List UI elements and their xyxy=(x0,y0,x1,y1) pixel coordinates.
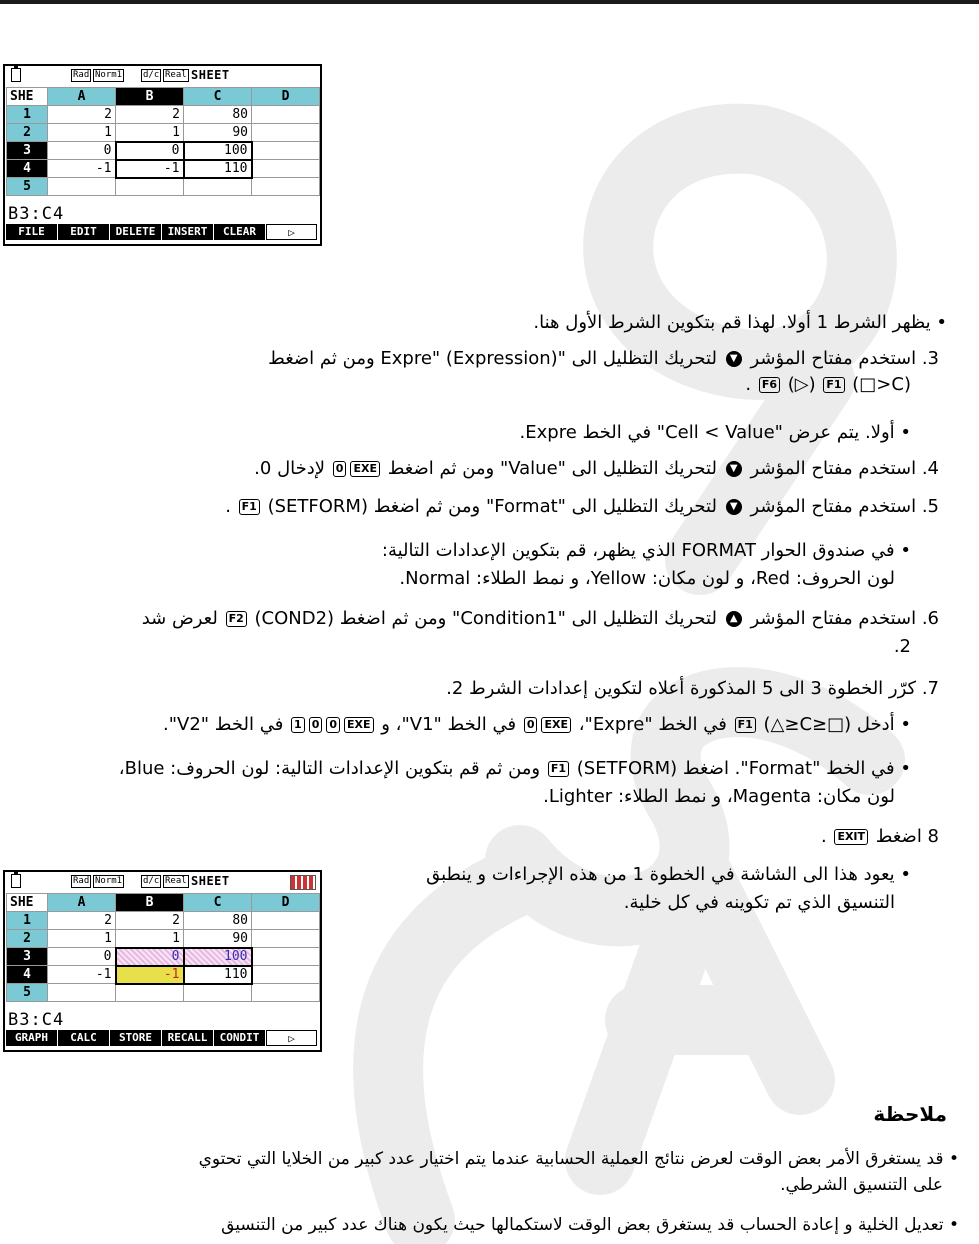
cell[interactable] xyxy=(184,178,252,196)
note-text: على التنسيق الشرطي. xyxy=(780,1175,943,1195)
step-8: 8 اضغط EXIT . xyxy=(820,826,939,847)
table-row xyxy=(7,966,320,984)
row-header[interactable]: 1 xyxy=(7,912,48,930)
display-tag: Norm1 xyxy=(95,70,123,80)
zero-key-icon: 0 xyxy=(326,717,340,733)
cell[interactable] xyxy=(184,984,252,1002)
cell[interactable]: 80 xyxy=(184,106,252,124)
exe-key-icon: EXE xyxy=(541,717,571,733)
col-header-c[interactable]: C xyxy=(184,894,252,912)
col-header-a[interactable]: A xyxy=(48,88,116,106)
zero-key-icon: 0 xyxy=(524,717,538,733)
cell[interactable]: -1 xyxy=(48,966,116,984)
step-text: لتحريك التظليل الى "Condition1" ومن ثم اضغط (COND2) xyxy=(254,608,717,629)
f1-key-icon: F1 xyxy=(239,499,260,515)
step-text: 4. استخدم مفتاح المؤشر xyxy=(750,458,939,479)
bullet-text: أدخل (□≤C≤△) xyxy=(763,714,895,735)
col-header-b[interactable]: B xyxy=(116,88,184,106)
bullet-3-line-2 xyxy=(399,566,895,592)
row-header[interactable]: 4 xyxy=(7,160,48,178)
table-row xyxy=(7,948,320,966)
row-header[interactable]: 2 xyxy=(7,930,48,948)
cell[interactable] xyxy=(252,984,320,1002)
cell[interactable] xyxy=(252,966,320,984)
fkey-edit[interactable]: EDIT xyxy=(58,224,109,240)
cell[interactable]: 2 xyxy=(48,106,116,124)
cell[interactable] xyxy=(252,912,320,930)
row-header[interactable]: 3 xyxy=(7,948,48,966)
f1-key-icon: F1 xyxy=(823,377,844,393)
step-text: لعرض شد xyxy=(141,608,218,629)
row-header[interactable]: 4 xyxy=(7,966,48,984)
f1-key-icon: F1 xyxy=(735,717,756,733)
calculator-screen-2 xyxy=(3,870,322,1052)
step-text: 3. استخدم مفتاح المؤشر xyxy=(750,348,939,369)
bullet-text: لون مكان: Magenta، و نمط الطلاء: Lighter. xyxy=(543,786,895,807)
bullet-3: • في صندوق الحوار FORMAT الذي يظهر، قم بتكوين الإعدادات التالية: xyxy=(381,540,911,561)
bullet-5-line-2 xyxy=(543,784,895,810)
cell[interactable] xyxy=(252,106,320,124)
selected-cell[interactable]: 110 xyxy=(184,160,252,178)
frac-tag: d/c xyxy=(143,876,160,886)
frac-tag: d/c xyxy=(143,70,160,80)
bullet-text: يعود هذا الى الشاشة في الخطوة 1 من هذه الإجراءات و ينطبق xyxy=(426,864,895,885)
cell[interactable] xyxy=(48,178,116,196)
note-1-line-2 xyxy=(780,1172,943,1198)
bullet-text: لون الحروف: Red، و لون مكان: Yellow، و نمط الطلاء: Normal. xyxy=(399,568,895,589)
selected-cell[interactable]: 110 xyxy=(184,966,252,984)
step-text: 7. كرّر الخطوة 3 الى 5 المذكورة أعلاه لتكوين إعدادات الشرط 2. xyxy=(446,678,939,699)
cell[interactable]: 80 xyxy=(184,912,252,930)
exe-key-icon: EXE xyxy=(344,717,374,733)
spreadsheet-grid xyxy=(6,893,320,1002)
calculator-screen-1 xyxy=(3,64,322,246)
table-row xyxy=(7,178,320,196)
function-key-bar xyxy=(6,224,318,242)
angle-tag: Rad xyxy=(73,876,90,886)
cell[interactable]: 1 xyxy=(48,930,116,948)
col-header-c[interactable]: C xyxy=(184,88,252,106)
table-row xyxy=(7,930,320,948)
table-row xyxy=(7,106,320,124)
step-text: 5. استخدم مفتاح المؤشر xyxy=(750,496,939,517)
bullet-text: في الخط "V1"، و xyxy=(381,714,517,735)
cell[interactable]: 0 xyxy=(48,948,116,966)
cell[interactable] xyxy=(116,178,184,196)
step-text: (▷) xyxy=(787,374,816,395)
fkey-condit[interactable]: CONDIT xyxy=(214,1030,265,1046)
cell[interactable] xyxy=(252,160,320,178)
col-header-d[interactable]: D xyxy=(252,894,320,912)
step-text: 8 اضغط xyxy=(875,826,939,847)
cell[interactable] xyxy=(252,142,320,160)
one-key-icon: 1 xyxy=(291,717,305,733)
step-text: لتحريك التظليل الى "Format" ومن ثم اضغط (SETFORM) xyxy=(267,496,717,517)
bullet-5: • في الخط "Format". اضغط (SETFORM) F1 ومن ثم قم بتكوين الإعدادات التالية: لون الحروف: Blue، xyxy=(118,758,911,779)
zero-key-icon: 0 xyxy=(309,717,323,733)
cell[interactable] xyxy=(252,930,320,948)
complex-tag: Real xyxy=(165,70,187,80)
selection-range: B3:C4 xyxy=(8,1010,65,1030)
bullet-text: التنسيق الذي تم تكوينه في كل خلية. xyxy=(623,892,895,913)
conditional-format-icon xyxy=(290,875,316,890)
spreadsheet-grid xyxy=(6,87,320,196)
status-bar xyxy=(5,872,320,892)
cell[interactable]: 2 xyxy=(48,912,116,930)
cell[interactable]: 90 xyxy=(184,930,252,948)
fkey-file[interactable]: FILE xyxy=(6,224,57,240)
step-text: (C<□) xyxy=(852,374,911,395)
cell[interactable] xyxy=(252,178,320,196)
step-5: 5. استخدم مفتاح المؤشر ▼ لتحريك التظليل الى "Format" ومن ثم اضغط (SETFORM) F1 . xyxy=(225,496,939,517)
selected-cell[interactable]: 100 xyxy=(184,142,252,160)
step-6-line-2 xyxy=(894,634,911,660)
cell[interactable]: 0 xyxy=(48,142,116,160)
note-2: • تعديل الخلية و إعادة الحساب قد يستغرق بعض الوقت لاستكمالها حيث يكون هناك عدد كبير من التنسيق xyxy=(221,1215,959,1235)
table-row xyxy=(7,124,320,142)
formatted-cell[interactable]: 100 xyxy=(184,948,252,966)
status-bar xyxy=(5,66,320,86)
step-3-keys: (C<□) F1 (▷) F6 . xyxy=(745,374,911,395)
col-header-d[interactable]: D xyxy=(252,88,320,106)
bullet-6: • يعود هذا الى الشاشة في الخطوة 1 من هذه الإجراءات و ينطبق xyxy=(426,864,911,885)
step-7 xyxy=(446,676,939,702)
app-title: SHEET xyxy=(191,874,230,888)
f6-key-icon: F6 xyxy=(759,377,780,393)
battery-icon xyxy=(11,68,21,82)
note-1: • قد يستغرق الأمر بعض الوقت لعرض نتائج العملية الحسابية عندما يتم اختيار عدد كبير من الخلايا التي تحتوي xyxy=(198,1149,959,1169)
step-text: لتحريك التظليل الى "Value" ومن ثم اضغط xyxy=(387,458,717,479)
row-header[interactable]: 5 xyxy=(7,178,48,196)
cell[interactable] xyxy=(252,948,320,966)
row-header[interactable]: 5 xyxy=(7,984,48,1002)
display-tag: Norm1 xyxy=(95,876,123,886)
row-header[interactable]: 2 xyxy=(7,124,48,142)
top-rule xyxy=(0,0,979,4)
bullet-text: في صندوق الحوار FORMAT الذي يظهر، قم بتكوين الإعدادات التالية: xyxy=(381,540,895,561)
cell[interactable] xyxy=(48,984,116,1002)
step-3 xyxy=(268,346,939,372)
bullet-4: • أدخل (□≤C≤△) F1 في الخط "Expre"، EXE0 في الخط "V1"، و EXE001 في الخط "V2". xyxy=(163,714,911,735)
bullet-text: يظهر الشرط 1 أولا. لهذا قم بتكوين الشرط الأول هنا. xyxy=(533,312,931,333)
battery-icon xyxy=(11,874,21,888)
step-text: لإدخال 0. xyxy=(254,458,326,479)
exit-key-icon: EXIT xyxy=(834,829,868,845)
cell[interactable]: 90 xyxy=(184,124,252,142)
function-key-bar xyxy=(6,1030,318,1048)
step-text: لتحريك التظليل الى "Expre" (Expression) ومن ثم اضغط xyxy=(268,348,717,369)
cell[interactable]: 1 xyxy=(116,124,184,142)
bullet-text: ومن ثم قم بتكوين الإعدادات التالية: لون الحروف: Blue، xyxy=(118,758,541,779)
cell[interactable]: 1 xyxy=(116,930,184,948)
bullet-text: في الخط "V2". xyxy=(163,714,284,735)
cell[interactable]: 2 xyxy=(116,912,184,930)
formatted-cell[interactable]: -1 xyxy=(116,966,184,984)
fkey-insert[interactable]: INSERT xyxy=(162,224,213,240)
row-header[interactable]: 3 xyxy=(7,142,48,160)
cursor-down-key-icon: ▼ xyxy=(726,461,742,477)
note-text: قد يستغرق الأمر بعض الوقت لعرض نتائج العملية الحسابية عندما يتم اختيار عدد كبير من الخلايا التي تحتوي xyxy=(198,1149,944,1169)
table-row xyxy=(7,160,320,178)
f2-key-icon: F2 xyxy=(226,611,247,627)
cell[interactable] xyxy=(252,124,320,142)
app-title: SHEET xyxy=(191,68,230,82)
step-6 xyxy=(142,606,939,632)
table-row xyxy=(7,912,320,930)
bullet-2: • أولا. يتم عرض "Cell < Value" في الخط Expre. xyxy=(519,422,911,443)
complex-tag: Real xyxy=(165,876,187,886)
bullet-text: أولا. يتم عرض "Cell < Value" في الخط Expre. xyxy=(519,422,895,443)
bullet-1: • يظهر الشرط 1 أولا. لهذا قم بتكوين الشرط الأول هنا. xyxy=(533,312,947,333)
note-heading: ملاحظة xyxy=(873,1102,947,1126)
fkey-clear[interactable]: CLEAR xyxy=(214,224,265,240)
col-header-b[interactable]: B xyxy=(116,894,184,912)
cell[interactable] xyxy=(116,984,184,1002)
cursor-down-key-icon: ▼ xyxy=(726,351,742,367)
formatted-cell[interactable]: 0 xyxy=(116,948,184,966)
col-header-a[interactable]: A xyxy=(48,894,116,912)
fkey-next[interactable]: ▷ xyxy=(266,1030,317,1046)
selection-range: B3:C4 xyxy=(8,204,65,224)
bullet-text: في الخط "Format". اضغط (SETFORM) xyxy=(576,758,895,779)
selected-cell[interactable]: -1 xyxy=(116,160,184,178)
fkey-delete[interactable]: DELETE xyxy=(110,224,161,240)
bullet-6-line-2 xyxy=(624,890,895,916)
step-4 xyxy=(254,456,939,482)
zero-key-icon: 0 xyxy=(333,461,347,477)
fkey-store[interactable]: STORE xyxy=(110,1030,161,1046)
fkey-next[interactable]: ▷ xyxy=(266,224,317,240)
fkey-calc[interactable]: CALC xyxy=(58,1030,109,1046)
f1-key-icon: F1 xyxy=(548,761,569,777)
sheet-name: SHE xyxy=(7,894,48,912)
selected-cell[interactable]: 0 xyxy=(116,142,184,160)
fkey-recall[interactable]: RECALL xyxy=(162,1030,213,1046)
table-row xyxy=(7,984,320,1002)
cell[interactable]: -1 xyxy=(48,160,116,178)
bullet-text: في الخط "Expre"، xyxy=(578,714,727,735)
row-header[interactable]: 1 xyxy=(7,106,48,124)
cursor-down-key-icon: ▼ xyxy=(726,499,742,515)
cell[interactable]: 1 xyxy=(48,124,116,142)
exe-key-icon: EXE xyxy=(350,461,380,477)
note-text: تعديل الخلية و إعادة الحساب قد يستغرق بعض الوقت لاستكمالها حيث يكون هناك عدد كبير من التنسيق xyxy=(221,1215,944,1235)
step-text: 6. استخدم مفتاح المؤشر xyxy=(750,608,939,629)
cursor-up-key-icon: ▲ xyxy=(726,611,742,627)
table-row xyxy=(7,142,320,160)
fkey-graph[interactable]: GRAPH xyxy=(6,1030,57,1046)
cell[interactable]: 2 xyxy=(116,106,184,124)
step-text: 2. xyxy=(893,636,911,657)
sheet-name: SHE xyxy=(7,88,48,106)
angle-tag: Rad xyxy=(73,70,90,80)
